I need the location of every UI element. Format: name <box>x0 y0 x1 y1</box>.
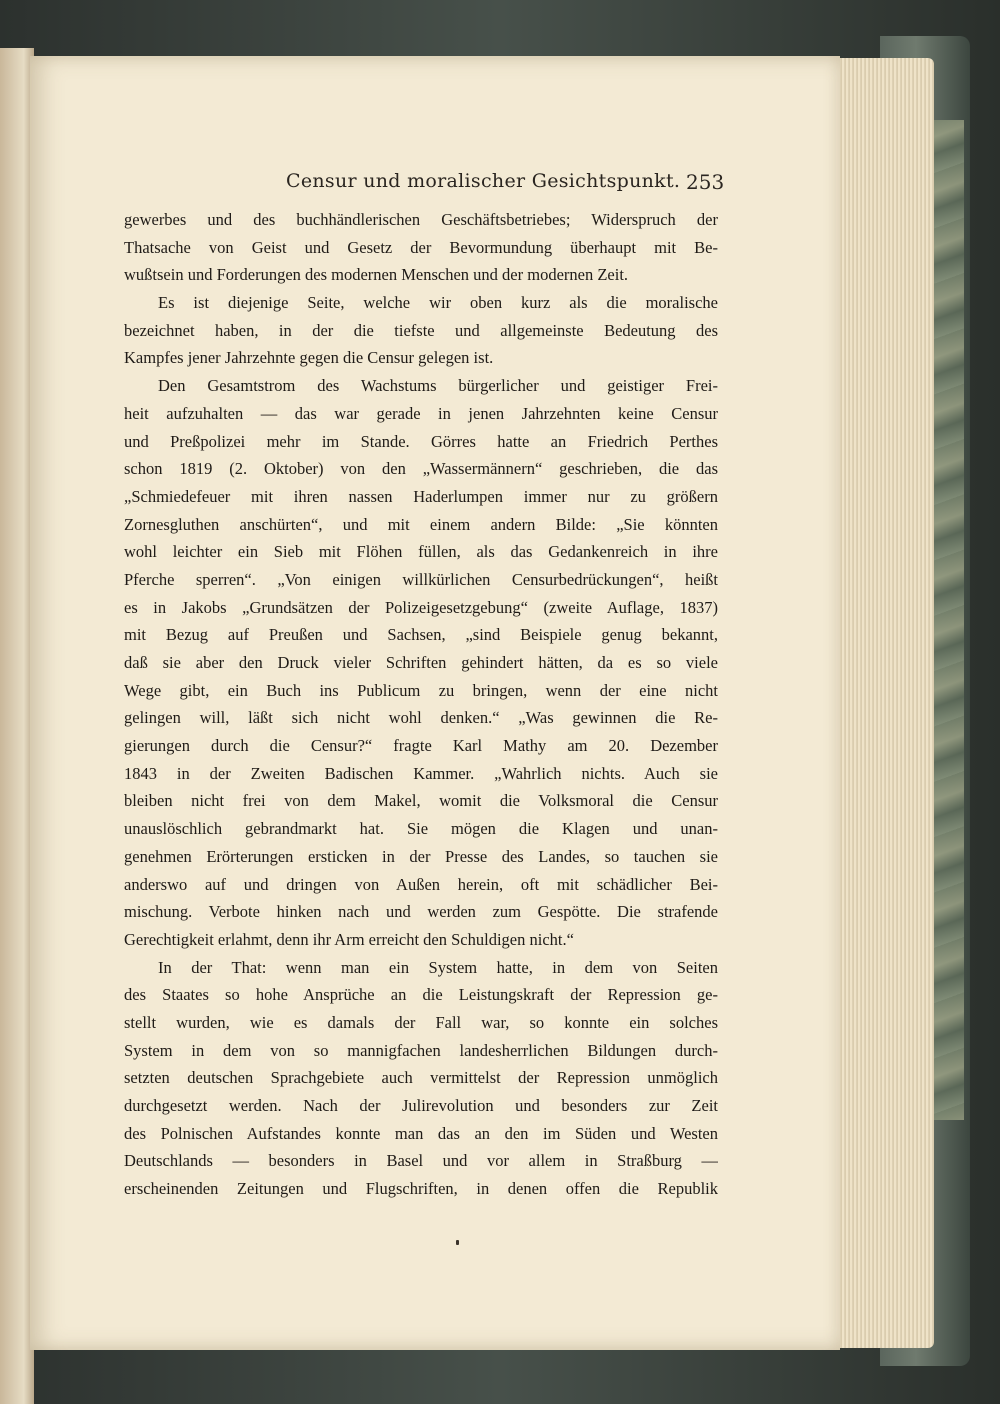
text-line: Den Gesamtstrom des Wachstums bürgerlicher und geistiger Frei- <box>158 376 718 396</box>
ink-speck <box>456 1240 459 1245</box>
text-line: gewerbes und des buchhändlerischen Geschäftsbetriebes; Widerspruch der <box>124 210 718 229</box>
text-line: Gerechtigkeit erlahmt, denn ihr Arm erreicht den Schuldigen nicht.“ <box>124 929 574 949</box>
text-line: schon 1819 (2. Oktober) von den „Wassermännern“ geschrieben, die das <box>124 459 718 479</box>
text-line: Kampfes jener Jahrzehnte gegen die Censur gelegen ist. <box>124 348 494 368</box>
text-line: wußtsein und Forderungen des modernen Menschen und der modernen Zeit. <box>124 265 629 285</box>
text-line: „Schmiedefeuer mit ihren nassen Haderlumpen immer nur zu größern <box>124 486 718 506</box>
text-line: erscheinenden Zeitungen und Flugschriften, in denen offen die Republik <box>124 1179 718 1199</box>
text-line: Zornesgluthen anschürten“, und mit einem andern Bilde: „Sie könnten <box>124 514 718 534</box>
text-line: Es ist diejenige Seite, welche wir oben kurz als die moralische <box>158 293 718 313</box>
text-line: In der That: wenn man ein System hatte, in dem von Seiten <box>158 957 718 977</box>
text-line: bezeichnet haben, in der die tiefste und allgemeinste Bedeutung des <box>124 320 718 340</box>
text-line: 1843 in der Zweiten Badischen Kammer. „Wahrlich nichts. Auch sie <box>124 763 718 783</box>
text-line: stellt wurden, wie es damals der Fall war, so konnte ein solches <box>124 1012 718 1032</box>
body-text <box>124 206 718 1203</box>
text-line: heit aufzuhalten — das war gerade in jenen Jahrzehnten keine Censur <box>124 403 718 423</box>
text-line: wohl leichter ein Sieb mit Flöhen füllen, als das Gedankenreich in ihre <box>124 542 718 562</box>
text-line: Deutschlands — besonders in Basel und vor allem in Straßburg — <box>124 1151 718 1171</box>
page-number: 253 <box>686 170 725 194</box>
page-edges <box>830 58 934 1348</box>
text-line: des Staates so hohe Ansprüche an die Leistungskraft der Repression ge- <box>124 985 718 1005</box>
text-line: gelingen will, läßt sich nicht wohl denken.“ „Was gewinnen die Re- <box>124 708 718 728</box>
left-page-edge <box>0 48 34 1404</box>
text-line: durchgesetzt werden. Nach der Julirevolution und besonders zur Zeit <box>124 1096 718 1115</box>
text-line: es in Jakobs „Grundsätzen der Polizeigesetzgebung“ (zweite Auflage, 1837) <box>124 597 718 617</box>
book-page <box>30 56 840 1350</box>
text-line: Pferche sperren“. „Von einigen willkürlichen Censurbedrückungen“, heißt <box>124 569 718 589</box>
text-line: setzten deutschen Sprachgebiete auch vermittelst der Repression unmöglich <box>124 1068 718 1088</box>
text-line: System in dem von so mannigfachen landesherrlichen Bildungen durch- <box>124 1040 718 1060</box>
text-line: genehmen Erörterungen ersticken in der Presse des Landes, so tauchen sie <box>124 846 718 866</box>
text-line: unauslöschlich gebrandmarkt hat. Sie mögen die Klagen und unan- <box>124 819 718 839</box>
text-line: und Preßpolizei mehr im Stande. Görres hatte an Friedrich Perthes <box>124 431 718 451</box>
text-line: Wege gibt, ein Buch ins Publicum zu bringen, wenn der eine nicht <box>124 680 718 700</box>
text-line: Thatsache von Geist und Gesetz der Bevormundung überhaupt mit Be- <box>124 237 718 257</box>
text-line: daß sie aber den Druck vieler Schriften gehindert hätten, da es so viele <box>124 653 718 672</box>
text-line: des Polnischen Aufstandes konnte man das an den im Süden und Westen <box>124 1123 718 1143</box>
text-line: mit Bezug auf Preußen und Sachsen, „sind Beispiele genug bekannt, <box>124 625 718 645</box>
text-line: anderswo auf und dringen von Außen herein, oft mit schädlicher Bei- <box>124 874 718 894</box>
text-line: bleiben nicht frei von dem Makel, womit die Volksmoral die Censur <box>124 791 718 811</box>
running-title: Censur und moralischer Gesichtspunkt. <box>286 170 681 192</box>
text-line: mischung. Verbote hinken nach und werden zum Gespötte. Die strafende <box>124 902 718 922</box>
page-header <box>30 170 840 200</box>
text-line: gierungen durch die Censur?“ fragte Karl Mathy am 20. Dezember <box>124 736 718 756</box>
